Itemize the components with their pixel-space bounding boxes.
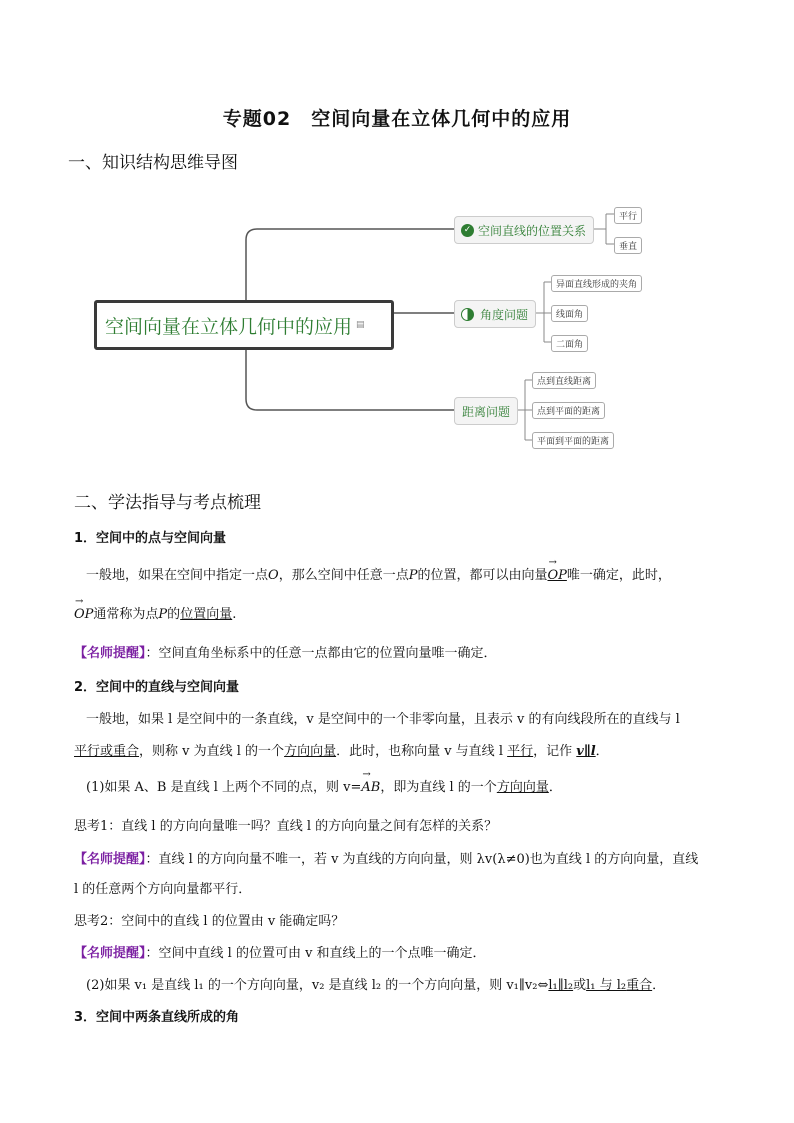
- branch-angle: [454, 300, 536, 328]
- leaf-point-plane-distance: 点到平面的距离: [532, 402, 605, 419]
- teacher-tip-3: 【名师提醒】：空间中直线 l 的位置可由 v 和直线上的一个点唯一确定．: [74, 946, 486, 961]
- leaf-skew-angle: 异面直线形成的夹角: [551, 275, 642, 292]
- leaf-dihedral-angle: 二面角: [551, 335, 588, 352]
- paragraph-1-line-1: 一般地，如果在空间中指定一点O，那么空间中任意一点P的位置，都可以由向量→ OP唯一确定，此时，: [86, 564, 671, 583]
- mind-map-root: [94, 300, 394, 350]
- section-heading-2: 二、学法指导与考点梳理: [74, 493, 261, 513]
- leaf-line-plane-angle: 线面角: [551, 305, 588, 322]
- paragraph-2-line-4: (2)如果 v₁ 是直线 l₁ 的一个方向向量，v₂ 是直线 l₂ 的一个方向向量，则 v₁∥v₂⇔l₁∥l₂或l₁ 与 l₂重合．: [86, 978, 666, 993]
- teacher-tip-2: 【名师提醒】：直线 l 的方向向量不唯一，若 v 为直线的方向向量，则 λv(λ≠0)也为直线 l 的方向向量，直线: [74, 852, 699, 867]
- mind-map-connectors: [0, 0, 794, 470]
- check-circle-icon: ✓: [461, 224, 474, 237]
- leaf-perpendicular: 垂直: [614, 237, 642, 254]
- mind-map-root-label: 空间向量在立体几何中的应用: [105, 315, 353, 338]
- branch-label: 距离问题: [461, 404, 510, 419]
- leaf-parallel: 平行: [614, 207, 642, 224]
- section-heading-1: 一、知识结构思维导图: [68, 153, 238, 173]
- teacher-tip-2-cont: l 的任意两个方向向量都平行．: [74, 882, 252, 897]
- half-circle-icon: [461, 308, 474, 321]
- subsection-2-title: 2．空间中的直线与空间向量: [74, 680, 240, 695]
- note-icon: ▤: [356, 320, 365, 330]
- subsection-3-title: 3．空间中两条直线所成的角: [74, 1010, 240, 1025]
- subsection-1-title: 1．空间中的点与空间向量: [74, 531, 227, 546]
- branch-line-relations: [454, 216, 594, 244]
- think-question-1: 思考1：直线 l 的方向向量唯一吗？直线 l 的方向向量之间有怎样的关系？: [74, 819, 498, 834]
- branch-label: 角度问题: [480, 307, 529, 322]
- leaf-plane-plane-distance: 平面到平面的距离: [532, 432, 614, 449]
- page-title: 专题02 空间向量在立体几何中的应用: [222, 108, 572, 130]
- paragraph-2-line-2: 平行或重合，则称 v 为直线 l 的一个方向向量．此时，也称向量 v 与直线 l 平行，记作 v∥l．: [74, 744, 609, 759]
- paragraph-2-line-1: 一般地，如果 l 是空间中的一条直线，v 是空间中的一个非零向量，且表示 v 的有向线段所在的直线与 l: [86, 712, 680, 727]
- paragraph-1-line-2: → OP通常称为点P的位置向量.: [74, 603, 236, 622]
- paragraph-2-line-3: (1)如果 A、B 是直线 l 上两个不同的点，则 v=→ AB，即为直线 l 的一个方向向量．: [86, 776, 562, 795]
- branch-distance: [454, 397, 518, 425]
- think-question-2: 思考2：空间中的直线 l 的位置由 v 能确定吗？: [74, 914, 345, 929]
- branch-label: 空间直线的位置关系: [478, 223, 587, 238]
- leaf-point-line-distance: 点到直线距离: [532, 372, 596, 389]
- teacher-tip-1: 【名师提醒】：空间直角坐标系中的任意一点都由它的位置向量唯一确定．: [74, 646, 497, 661]
